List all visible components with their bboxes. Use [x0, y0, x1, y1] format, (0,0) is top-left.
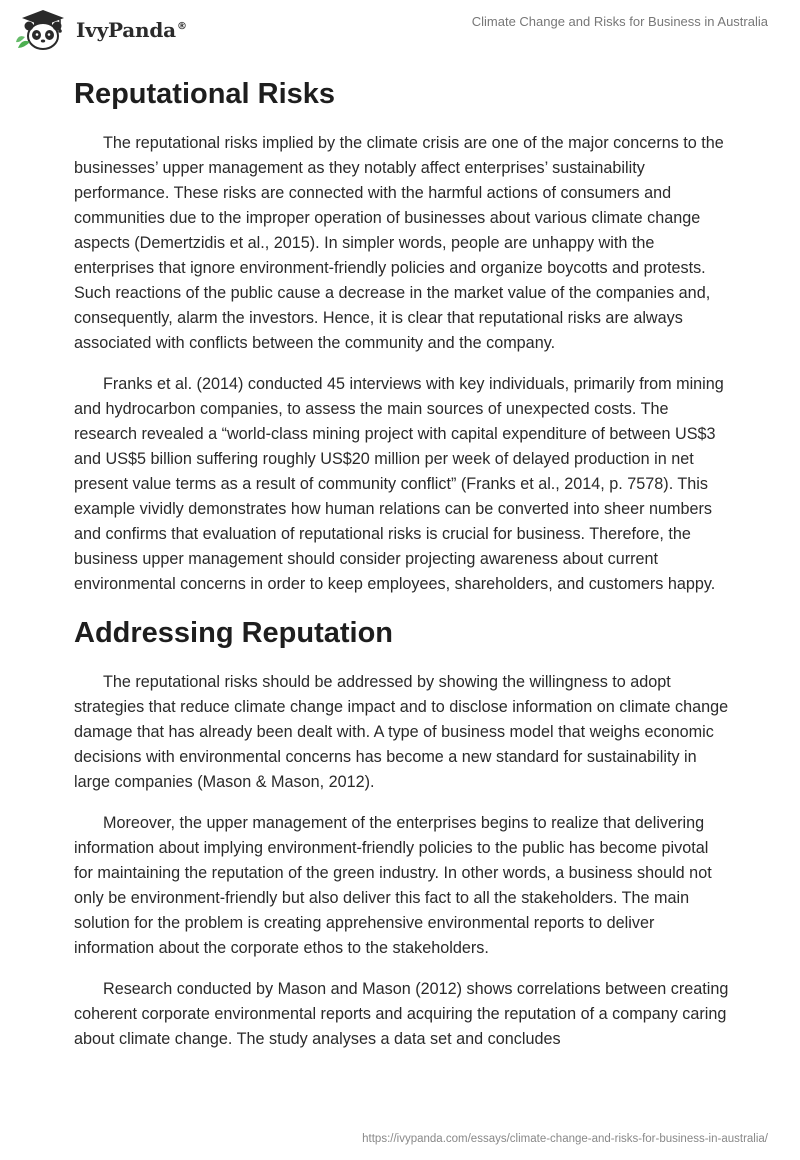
section-heading: Addressing Reputation	[74, 617, 394, 649]
essay-body	[74, 70, 730, 1068]
paragraph: Franks et al. (2014) conducted 45 interviews with key individuals, primarily from mining and hydrocarbon companies, to assess the main sources of unexpected costs. The research revealed a “world-class mining project with capital expenditure of between US$3 and US$5 billion suffering roughly US$20 million per week of delayed production in net present value terms as a result of community conflict” (Franks et al., 2014, p. 7578). This example vividly demonstrates how human relations can be converted into sheer numbers and confirms that evaluation of reputational risks is crucial for business. Therefore, the business upper management should consider projecting awareness about current environmental concerns in order to keep employees, shareholders, and customers happy.	[74, 375, 724, 593]
panda-graduate-icon	[14, 8, 72, 52]
paragraph: Research conducted by Mason and Mason (2012) shows correlations between creating coherent corporate environmental reports and acquiring the reputation of a company caring about climate change. The study analyses a data set and concludes	[74, 980, 729, 1048]
source-url[interactable]: https://ivypanda.com/essays/climate-change-and-risks-for-business-in-australia/	[362, 1133, 768, 1145]
paragraph: Moreover, the upper management of the enterprises begins to realize that delivering information about implying environment-friendly policies to the public has become pivotal for maintaining the reputation of the green industry. In other words, a business should not only be environment-friendly but also deliver this fact to all the stakeholders. The main solution for the problem is creating apprehensive environmental reports to deliver information about the corporate ethos to the stakeholders.	[74, 814, 712, 957]
ivypanda-logo[interactable]	[14, 8, 187, 52]
paragraph: The reputational risks should be addressed by showing the willingness to adopt strategies that reduce climate change impact and to disclose information on climate change damage that has already been dealt with. A type of business model that weighs economic decisions with environmental concerns has become a new standard for sustainability in large companies (Mason & Mason, 2012).	[74, 673, 729, 791]
section-heading: Reputational Risks	[74, 78, 336, 110]
document-title: Climate Change and Risks for Business in Australia	[471, 14, 768, 29]
paragraph: The reputational risks implied by the climate crisis are one of the major concerns to the businesses’ upper management as they notably affect enterprises’ sustainability performance. These risks are connected with the harmful actions of consumers and communities due to the improper operation of businesses about various climate change aspects (Demertzidis et al., 2015). In simpler words, people are unhappy with the enterprises that ignore environment-friendly policies and organize boycotts and protests. Such reactions of the public cause a decrease in the market value of the companies and, consequently, alarm the investors. Hence, it is clear that reputational risks are always associated with conflicts between the community and the company.	[74, 134, 724, 352]
page-header	[0, 0, 800, 60]
logo-wordmark: IvyPanda®	[76, 18, 187, 42]
